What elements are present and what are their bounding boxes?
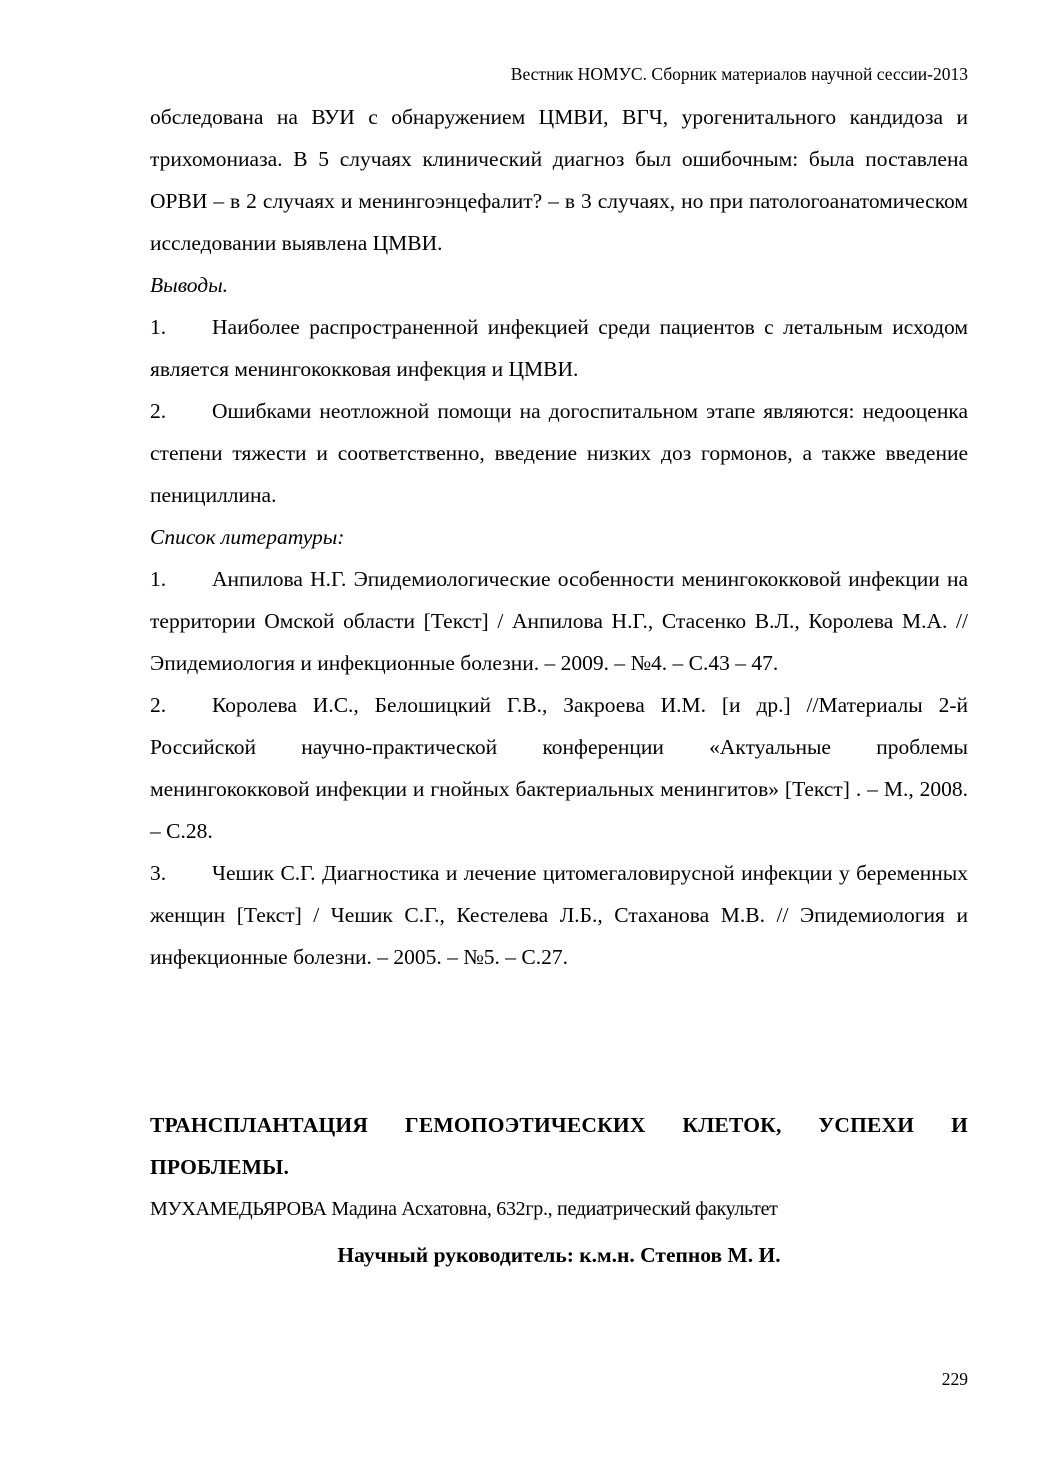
reference-number: 3. bbox=[150, 861, 167, 885]
reference-number: 1. bbox=[150, 567, 167, 591]
section-spacer bbox=[150, 978, 968, 1104]
reference-text: Чешик С.Г. Диагностика и лечение цитомегаловирусной инфекции у беременных женщин [Текст] / Чешик С.Г., Кестелева Л.Б., Стаханова М.В. // Эпидемиология и инфекционные болезни. – 2005. – №5. – С.27. bbox=[150, 861, 968, 969]
running-header: Вестник НОМУС. Сборник материалов научной сессии-2013 bbox=[510, 64, 968, 84]
article-author: МУХАМЕДЬЯРОВА Мадина Асхатовна, 632гр., педиатрический факультет bbox=[150, 1198, 778, 1220]
reference-item bbox=[150, 852, 968, 978]
article-supervisor: Научный руководитель: к.м.н. Степнов М. И. bbox=[337, 1243, 781, 1267]
conclusion-item bbox=[150, 306, 968, 390]
conclusions-heading: Выводы. bbox=[150, 273, 229, 297]
conclusion-text: Наиболее распространенной инфекцией среди пациентов с летальным исходом является менингококковая инфекция и ЦМВИ. bbox=[150, 315, 968, 381]
reference-number: 2. bbox=[150, 693, 167, 717]
intro-paragraph: обследована на ВУИ с обнаружением ЦМВИ, ВГЧ, урогенитального кандидоза и трихомониаза. В 5 случаях клинический диагноз был ошибочным: была поставлена ОРВИ – в 2 случаях и менингоэнцефалит? – в 3 случаях, но при патологоанатомическом исследовании выявлена ЦМВИ. bbox=[150, 105, 968, 255]
conclusion-item bbox=[150, 390, 968, 516]
page-content bbox=[150, 96, 968, 1276]
conclusion-number: 2. bbox=[150, 399, 167, 423]
conclusion-number: 1. bbox=[150, 315, 167, 339]
article-title: ТРАНСПЛАНТАЦИЯ ГЕМОПОЭТИЧЕСКИХ КЛЕТОК, УСПЕХИ И ПРОБЛЕМЫ. bbox=[150, 1113, 968, 1179]
reference-text: Королева И.С., Белошицкий Г.В., Закроева И.М. [и др.] //Материалы 2-й Российской научно-практической конференции «Актуальные проблемы менингококковой инфекции и гнойных бактериальных менингитов» [Текст] . – М., 2008. – С.28. bbox=[150, 693, 968, 843]
references-heading: Список литературы: bbox=[150, 525, 345, 549]
reference-item bbox=[150, 558, 968, 684]
conclusion-text: Ошибками неотложной помощи на догоспитальном этапе являются: недооценка степени тяжести и соответственно, введение низких доз гормонов, а также введение пенициллина. bbox=[150, 399, 968, 507]
page-number: 229 bbox=[941, 1369, 968, 1389]
reference-text: Анпилова Н.Г. Эпидемиологические особенности менингококковой инфекции на территории Омской области [Текст] / Анпилова Н.Г., Стасенко В.Л., Королева М.А. // Эпидемиология и инфекционные болезни. – 2009. – №4. – С.43 – 47. bbox=[150, 567, 968, 675]
reference-item bbox=[150, 684, 968, 852]
